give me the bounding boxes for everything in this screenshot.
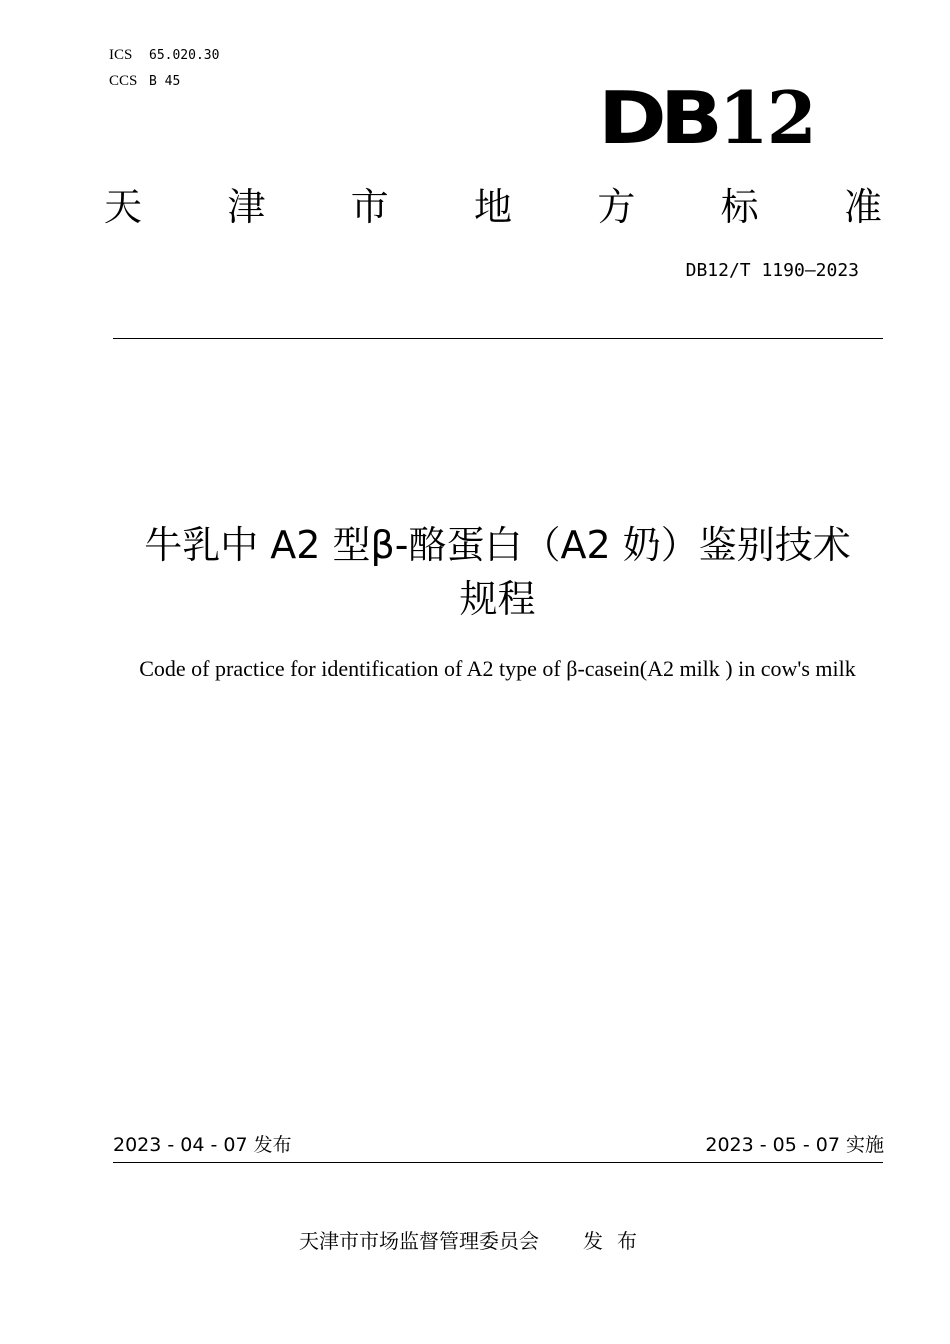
title-chinese: [100, 518, 895, 626]
standard-type-char: 准: [843, 185, 882, 229]
issue-date: 2023 - 04 - 07 发布: [113, 1134, 292, 1156]
title-english: Code of practice for identification of A2 type of β-casein(A2 milk ) in cow's milk: [139, 656, 856, 681]
logo-letters: DB: [598, 76, 717, 160]
ccs-value: B 45: [149, 74, 181, 89]
title-chinese-line1: 牛乳中 A2 型β-酪蛋白（A2 奶）鉴别技术: [144, 523, 851, 567]
title-chinese-line2: 规程: [459, 577, 536, 621]
standard-type-char: 天: [104, 185, 143, 229]
standard-number: DB12/T 1190—2023: [685, 260, 859, 281]
issuer: [0, 1228, 950, 1254]
ics-value: 65.020.30: [149, 48, 220, 63]
standard-type-char: 津: [227, 185, 266, 229]
ccs-label: CCS: [109, 73, 138, 89]
standard-type-char: 市: [350, 185, 389, 229]
standard-type-char: 方: [597, 185, 636, 229]
standard-type-char: 地: [473, 185, 512, 229]
ics-label: ICS: [109, 47, 133, 63]
issuer-action: 发布: [583, 1229, 651, 1253]
bottom-divider: [113, 1162, 883, 1163]
issuer-org: 天津市市场监督管理委员会: [299, 1229, 539, 1253]
top-divider: [113, 338, 883, 339]
standard-type-heading: [104, 185, 882, 229]
standard-type-char: 标: [720, 185, 759, 229]
ccs-code: [109, 73, 180, 90]
db12-logo: [598, 75, 815, 160]
implementation-date: 2023 - 05 - 07 实施: [705, 1134, 884, 1156]
logo-number: 12: [718, 75, 815, 160]
ics-code: [109, 47, 219, 64]
